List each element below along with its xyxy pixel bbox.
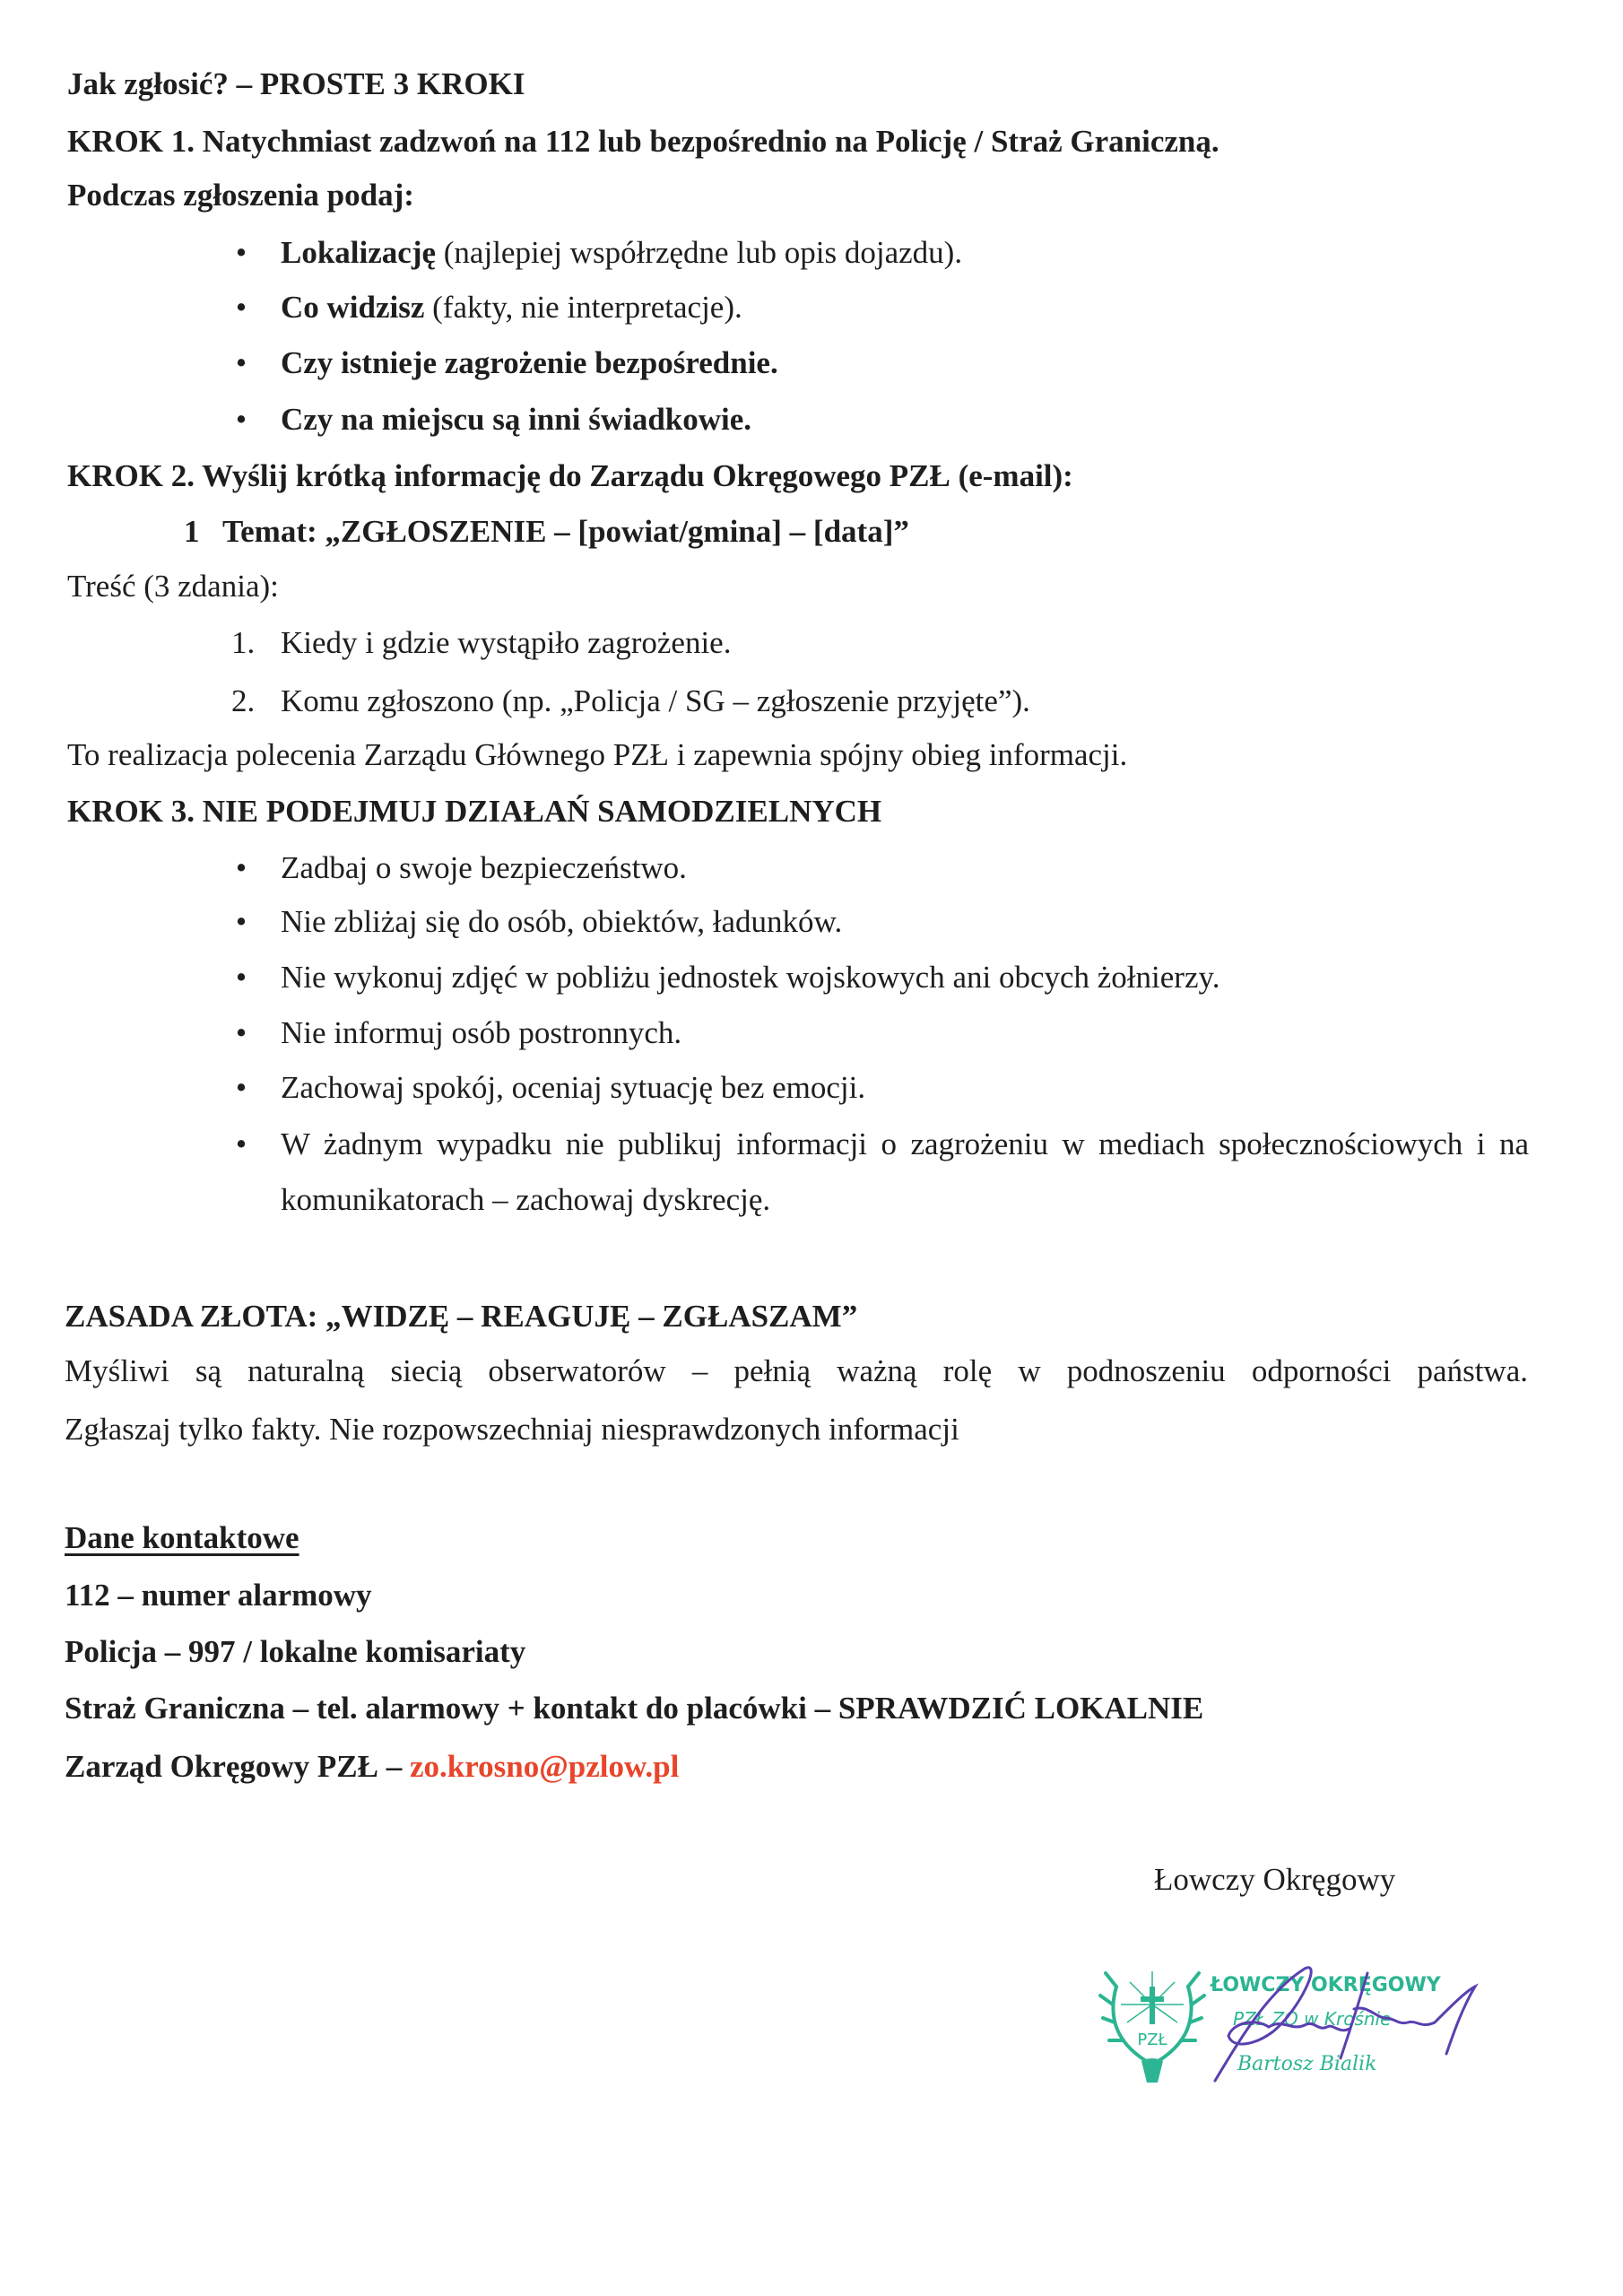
bullet-icon: • [235, 1126, 247, 1161]
zo-label: Zarząd Okręgowy PZŁ – [65, 1749, 410, 1784]
step1-intro: Podczas zgłoszenia podaj: [67, 178, 414, 213]
bullet-icon: • [235, 402, 247, 437]
item-bold: Czy istnieje zagrożenie bezpośrednie. [281, 345, 778, 380]
body-label: Treść (3 zdania): [67, 569, 279, 604]
contact-line: Straż Graniczna – tel. alarmowy + kontakt do placówki – SPRAWDZIĆ LOKALNIE [65, 1691, 1204, 1726]
contact-line-zo [65, 1749, 679, 1785]
step2-title: KROK 2. Wyślij krótką informację do Zarządu Okręgowego PZŁ (e-mail): [67, 458, 1073, 493]
official-stamp [1098, 1955, 1529, 2090]
list-item-continuation: komunikatorach – zachowaj dyskrecję. [281, 1182, 771, 1217]
bullet-icon: • [235, 960, 247, 995]
list-item: Kiedy i gdzie wystąpiło zagrożenie. [281, 625, 732, 660]
list-item: Nie zbliżaj się do osób, obiektów, ładunków. [281, 904, 843, 939]
stamp-line2: PZŁ ZO w Krośnie [1233, 2008, 1392, 2030]
cross-icon [1141, 1987, 1164, 2024]
item-bold: Czy na miejscu są inni świadkowie. [281, 402, 752, 437]
stamp-emblem: PZŁ [1137, 2031, 1167, 2049]
deer-head-icon [1141, 2058, 1163, 2083]
list-item: Zachowaj spokój, oceniaj sytuację bez emocji. [281, 1070, 866, 1105]
step3-title: KROK 3. NIE PODEJMUJ DZIAŁAŃ SAMODZIELNYCH [67, 794, 882, 829]
contacts-title: Dane kontaktowe [65, 1520, 299, 1555]
bullet-icon: • [235, 850, 247, 885]
golden-rule-text: Myśliwi są naturalną siecią obserwatorów – pełnią ważną rolę w podnoszeniu odporności państwa. [65, 1353, 1528, 1388]
list-item: Zadbaj o swoje bezpieczeństwo. [281, 850, 687, 885]
bullet-icon: • [235, 1070, 247, 1105]
golden-rule-text-2: Zgłaszaj tylko fakty. Nie rozpowszechniaj niesprawdzonych informacji [65, 1412, 959, 1447]
item-text: (fakty, nie interpretacje). [424, 290, 742, 325]
signature-role: Łowczy Okręgowy [1154, 1862, 1396, 1897]
step1-title: KROK 1. Natychmiast zadzwoń na 112 lub bezpośrednio na Policję / Straż Graniczną. [67, 124, 1219, 159]
list-item: Nie informuj osób postronnych. [281, 1015, 682, 1050]
item-text: (najlepiej współrzędne lub opis dojazdu). [436, 235, 963, 270]
bullet-icon: • [235, 235, 247, 270]
list-number: 2. [231, 683, 256, 718]
stamp-line1: ŁOWCZY OKRĘGOWY [1211, 1974, 1441, 1996]
list-item: W żadnym wypadku nie publikuj informacji o zagrożeniu w mediach społecznościowych i na [281, 1126, 1529, 1161]
email-link[interactable]: zo.krosno@pzlow.pl [409, 1749, 680, 1784]
bullet-icon: • [235, 290, 247, 325]
subject-template: Temat: „ZGŁOSZENIE – [powiat/gmina] – [data]” [222, 514, 909, 549]
item-bold: Lokalizację [281, 235, 437, 270]
bullet-icon: • [235, 345, 247, 380]
bullet-icon: • [235, 904, 247, 939]
step2-note: To realizacja polecenia Zarządu Głównego PZŁ i zapewnia spójny obieg informacji. [67, 737, 1128, 772]
item-bold: Co widzisz [281, 290, 425, 325]
contact-line: 112 – numer alarmowy [65, 1578, 372, 1613]
golden-rule-title: ZASADA ZŁOTA: „WIDZĘ – REAGUJĘ – ZGŁASZAM” [65, 1299, 858, 1334]
stamp-name: Bartosz Bialik [1237, 2053, 1377, 2075]
list-number: 1. [231, 625, 256, 660]
contact-line: Policja – 997 / lokalne komisariaty [65, 1634, 526, 1669]
bullet-icon: • [235, 1015, 247, 1050]
page-heading: Jak zgłosić? – PROSTE 3 KROKI [67, 66, 525, 101]
list-item: Nie wykonuj zdjęć w pobliżu jednostek wojskowych ani obcych żołnierzy. [281, 960, 1220, 995]
list-item: Komu zgłoszono (np. „Policja / SG – zgłoszenie przyjęte”). [281, 683, 1030, 718]
subject-number: 1 [184, 514, 200, 549]
